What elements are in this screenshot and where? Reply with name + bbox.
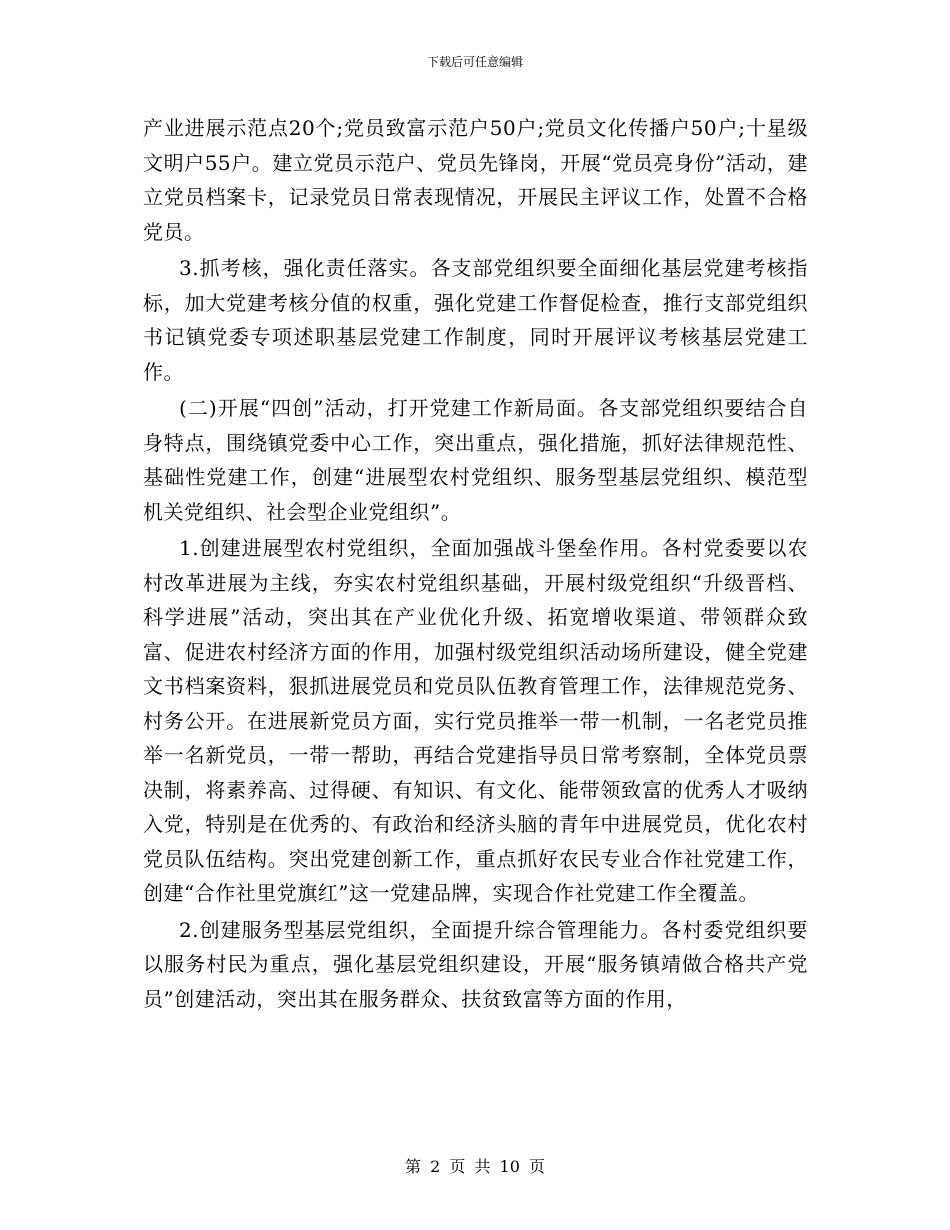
document-body — [143, 111, 808, 1018]
paragraph: (二)开展“四创”活动，打开党建工作新局面。各支部党组织要结合自身特点，围绕镇党委中心工作，突出重点，强化措施，抓好法律规范性、基础性党建工作，创建“进展型农村党组织、服务型基层党组织、模范型机关党组织、社会型企业党组织”。 — [143, 396, 808, 524]
paragraph: 产业进展示范点20个;党员致富示范户50户;党员文化传播户50户;十星级文明户55户。建立党员示范户、党员先锋岗，开展“党员亮身份”活动，建立党员档案卡，记录党员日常表现情况，开展民主评议工作，处置不合格党员。 — [143, 116, 808, 244]
paragraph: 3.抓考核，强化责任落实。各支部党组织要全面细化基层党建考核指标，加大党建考核分值的权重，强化党建工作督促检查，推行支部党组织书记镇党委专项述职基层党建工作制度，同时开展评议考核基层党建工作。 — [143, 256, 808, 384]
paragraph: 1.创建进展型农村党组织，全面加强战斗堡垒作用。各村党委要以农村改革进展为主线，夯实农村党组织基础，开展村级党组织“升级晋档、科学进展”活动，突出其在产业优化升级、拓宽增收渠道、带领群众致富、促进农村经济方面的作用，加强村级党组织活动场所建设，健全党建文书档案资料，狠抓进展党员和党员队伍教育管理工作，法律规范党务、村务公开。在进展新党员方面，实行党员推举一带一机制，一名老党员推举一名新党员，一带一帮助，再结合党建指导员日常考察制，全体党员票决制，将素养高、过得硬、有知识、有文化、能带领致富的优秀人才吸纳入党，特别是在优秀的、有政治和经济头脑的青年中进展党员，优化农村党员队伍结构。突出党建创新工作，重点抓好农民专业合作社党建工作，创建“合作社里党旗红”这一党建品牌，实现合作社党建工作全覆盖。 — [143, 536, 808, 905]
page-number-footer: 第 2 页 共 10 页 — [405, 1157, 545, 1176]
paragraph: 2.创建服务型基层党组织，全面提升综合管理能力。各村委党组织要以服务村民为重点，强化基层党组织建设，开展“服务镇靖做合格共产党员”创建活动，突出其在服务群众、扶贫致富等方面的作用， — [143, 917, 808, 1011]
page-header-note: 下载后可任意编辑 — [426, 55, 523, 69]
